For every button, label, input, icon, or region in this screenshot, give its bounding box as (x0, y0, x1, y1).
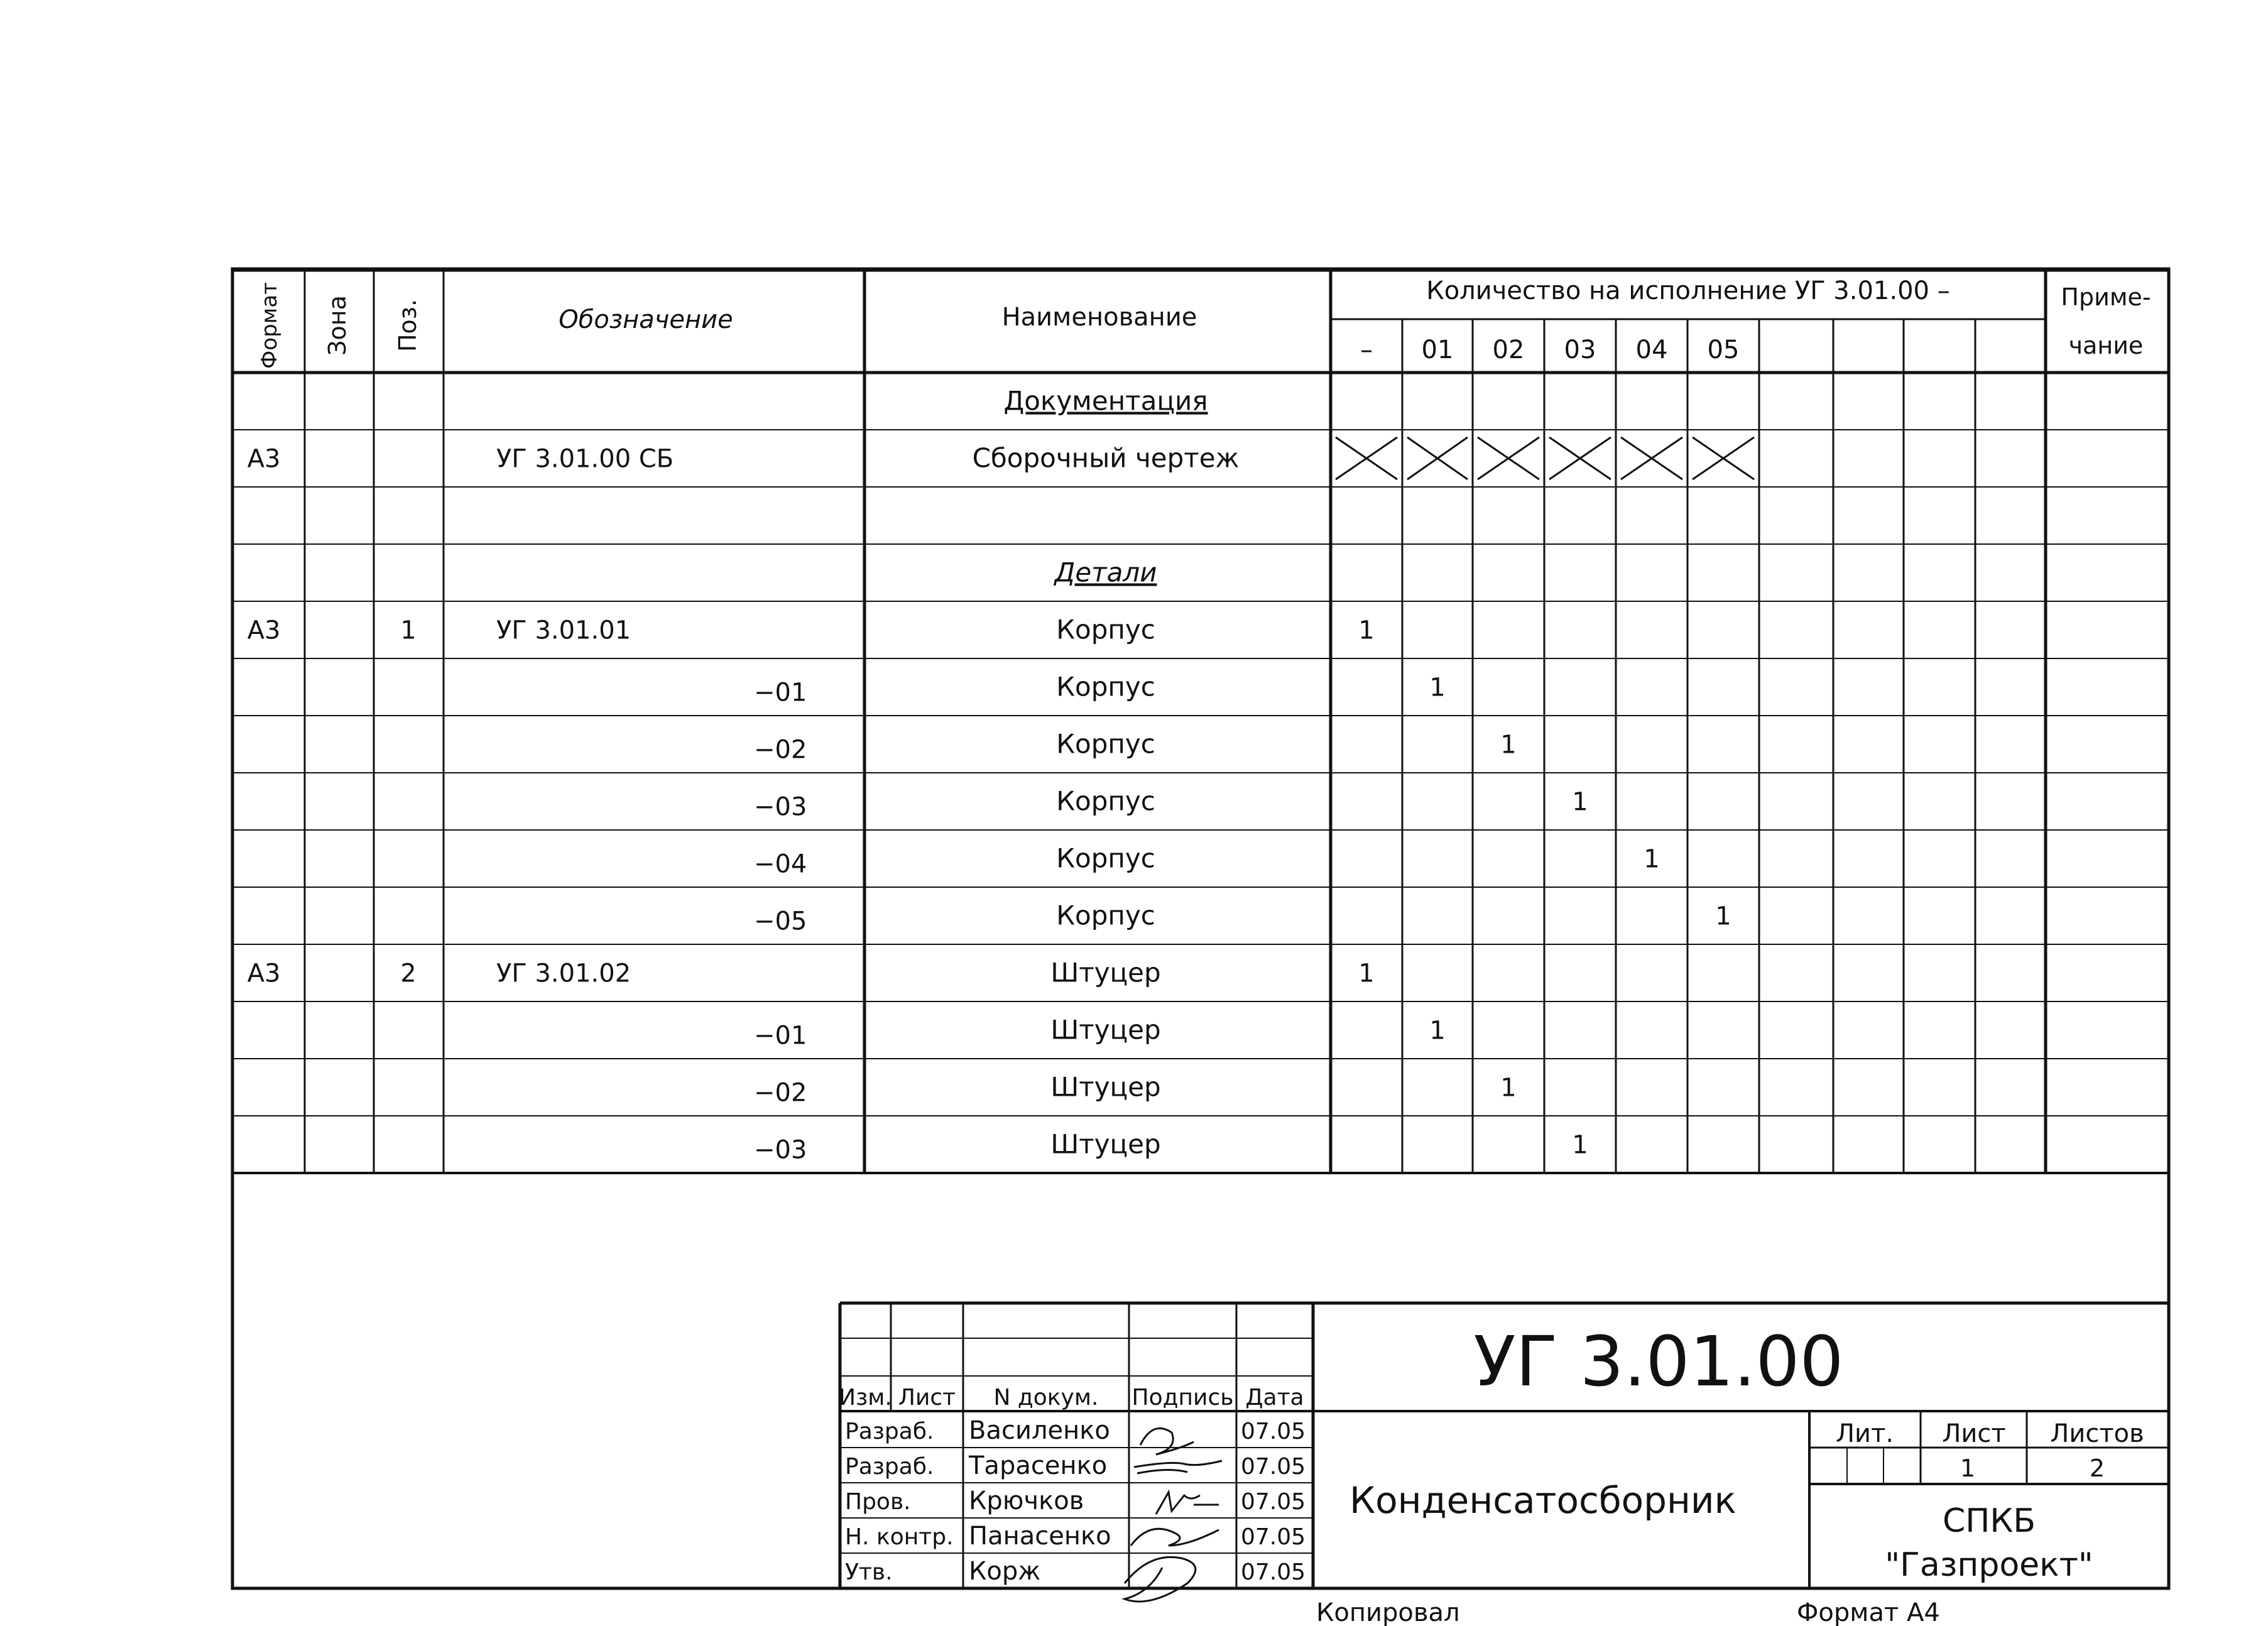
cell-quantity: 1 (1500, 730, 1517, 760)
cell-designation: УГ 3.01.02 (496, 959, 631, 988)
cell-name: Корпус (1056, 900, 1155, 931)
table-row (248, 958, 1375, 988)
cell-quantity: 1 (1644, 844, 1660, 874)
signer-role: Разраб. (845, 1419, 934, 1444)
cell-quantity: 1 (1358, 616, 1375, 645)
table-row (754, 1015, 1446, 1050)
row-lines (232, 430, 2169, 1173)
signature-1 (1140, 1428, 1194, 1454)
doc-title: Конденсатосборник (1349, 1479, 1736, 1522)
table-row (754, 672, 1446, 707)
cell-quantity: 1 (1500, 1073, 1517, 1103)
cell-designation: −02 (754, 1078, 807, 1108)
cell-name: Штуцер (1050, 957, 1161, 988)
org-name-1: СПКБ (1942, 1502, 2036, 1540)
signer-role: Пров. (845, 1489, 911, 1515)
cell-designation: −02 (754, 735, 807, 765)
title-block-col-header: N докум. (993, 1385, 1099, 1410)
cell-quantity: 1 (1715, 902, 1731, 931)
cell-designation: −04 (754, 849, 807, 879)
signer-date: 07.05 (1241, 1489, 1306, 1515)
section-heading: Детали (1054, 557, 1157, 588)
cell-name: Корпус (1056, 728, 1155, 760)
table-row (1003, 386, 1208, 417)
table-row (1054, 557, 1157, 588)
copied-label: Копировал (1316, 1598, 1460, 1626)
cell-format: А3 (247, 616, 281, 645)
table-row (754, 843, 1660, 879)
signer-date: 07.05 (1241, 1454, 1306, 1480)
variant-label: – (1360, 336, 1373, 364)
cell-format: А3 (247, 959, 281, 988)
header-format: Формат (257, 282, 282, 369)
cross-mark (1693, 437, 1754, 479)
cell-designation: УГ 3.01.01 (496, 616, 631, 645)
header-note-1: Приме- (2061, 283, 2151, 311)
title-block-col-header: Дата (1245, 1385, 1304, 1410)
signature-5 (1125, 1557, 1196, 1601)
header-designation: Обозначение (559, 305, 733, 334)
variant-label: 04 (1635, 336, 1668, 364)
cross-mark (1621, 437, 1682, 479)
lit-label: Лит. (1835, 1419, 1894, 1448)
cell-name: Штуцер (1050, 1128, 1161, 1160)
signer-role: Н. контр. (845, 1524, 954, 1550)
signatures (1125, 1428, 1222, 1601)
signature-3 (1156, 1492, 1219, 1514)
header-pos: Поз. (394, 298, 422, 352)
variant-label: 05 (1707, 336, 1740, 364)
cell-pos: 1 (400, 616, 417, 645)
cell-quantity: 1 (1572, 1130, 1588, 1160)
cell-name: Штуцер (1050, 1014, 1161, 1045)
signer-date: 07.05 (1241, 1559, 1306, 1585)
title-block-col-header: Подпись (1131, 1385, 1234, 1410)
signer-name: Василенко (969, 1416, 1110, 1445)
sheets-value: 2 (2089, 1454, 2105, 1482)
signer-date: 07.05 (1241, 1524, 1306, 1550)
cell-designation: −03 (754, 792, 807, 822)
cell-name: Корпус (1056, 671, 1155, 702)
table-row (754, 1129, 1588, 1165)
cell-name: Корпус (1056, 785, 1155, 817)
cell-designation: −01 (754, 1021, 807, 1050)
cell-designation: УГ 3.01.00 СБ (496, 444, 674, 474)
cell-quantity: 1 (1572, 787, 1588, 817)
cross-mark (1336, 437, 1397, 479)
header-zone: Зона (324, 295, 351, 356)
table-rows (248, 386, 1754, 1165)
variant-label: 02 (1492, 336, 1525, 364)
signer-role: Утв. (845, 1559, 893, 1585)
signer-role: Разраб. (845, 1454, 934, 1480)
cell-quantity: 1 (1358, 959, 1375, 988)
title-block-col-header: Лист (898, 1385, 956, 1410)
table-row (754, 786, 1588, 822)
cell-designation: −05 (754, 907, 807, 936)
signer-date: 07.05 (1241, 1419, 1306, 1444)
section-heading: Документация (1003, 385, 1208, 417)
cell-name: Корпус (1056, 843, 1155, 874)
cross-mark (1407, 437, 1468, 479)
sheet-label: Лист (1942, 1419, 2006, 1448)
signature-4 (1131, 1529, 1219, 1546)
variant-label: 03 (1564, 336, 1596, 364)
cell-designation: −01 (754, 678, 807, 707)
sheet-value: 1 (1960, 1454, 1976, 1482)
signer-name: Крючков (969, 1487, 1084, 1515)
cell-format: А3 (247, 444, 281, 474)
signature-2 (1134, 1461, 1222, 1473)
title-block-headers (839, 1385, 1304, 1410)
header-name: Наименование (1001, 303, 1197, 332)
header-note-2: чание (2068, 332, 2144, 359)
cell-pos: 2 (400, 959, 417, 988)
format-label: Формат А4 (1797, 1598, 1940, 1626)
cell-quantity: 1 (1429, 1016, 1446, 1045)
cross-mark (1549, 437, 1611, 479)
table-row (754, 900, 1731, 936)
variant-label: 01 (1421, 336, 1454, 364)
cell-quantity: 1 (1429, 673, 1446, 702)
cross-mark (1478, 437, 1539, 479)
org-name-2: "Газпроект" (1885, 1546, 2093, 1584)
cell-name: Штуцер (1050, 1071, 1161, 1103)
title-block-col-header: Изм. (839, 1385, 892, 1410)
doc-code: УГ 3.01.00 (1473, 1321, 1844, 1402)
cell-name: Сборочный чертеж (972, 442, 1240, 474)
cell-designation: −03 (754, 1135, 807, 1165)
header-quantity: Количество на исполнение УГ 3.01.00 – (1426, 276, 1950, 305)
table-row (248, 437, 1754, 479)
table-row (248, 614, 1375, 645)
sheets-label: Листов (2050, 1419, 2144, 1448)
signer-name: Корж (969, 1557, 1041, 1586)
cell-name: Корпус (1056, 614, 1155, 645)
signer-name: Панасенко (969, 1522, 1111, 1551)
table-header (257, 276, 2151, 369)
variant-labels (1360, 336, 1739, 364)
signer-name: Тарасенко (969, 1451, 1108, 1480)
